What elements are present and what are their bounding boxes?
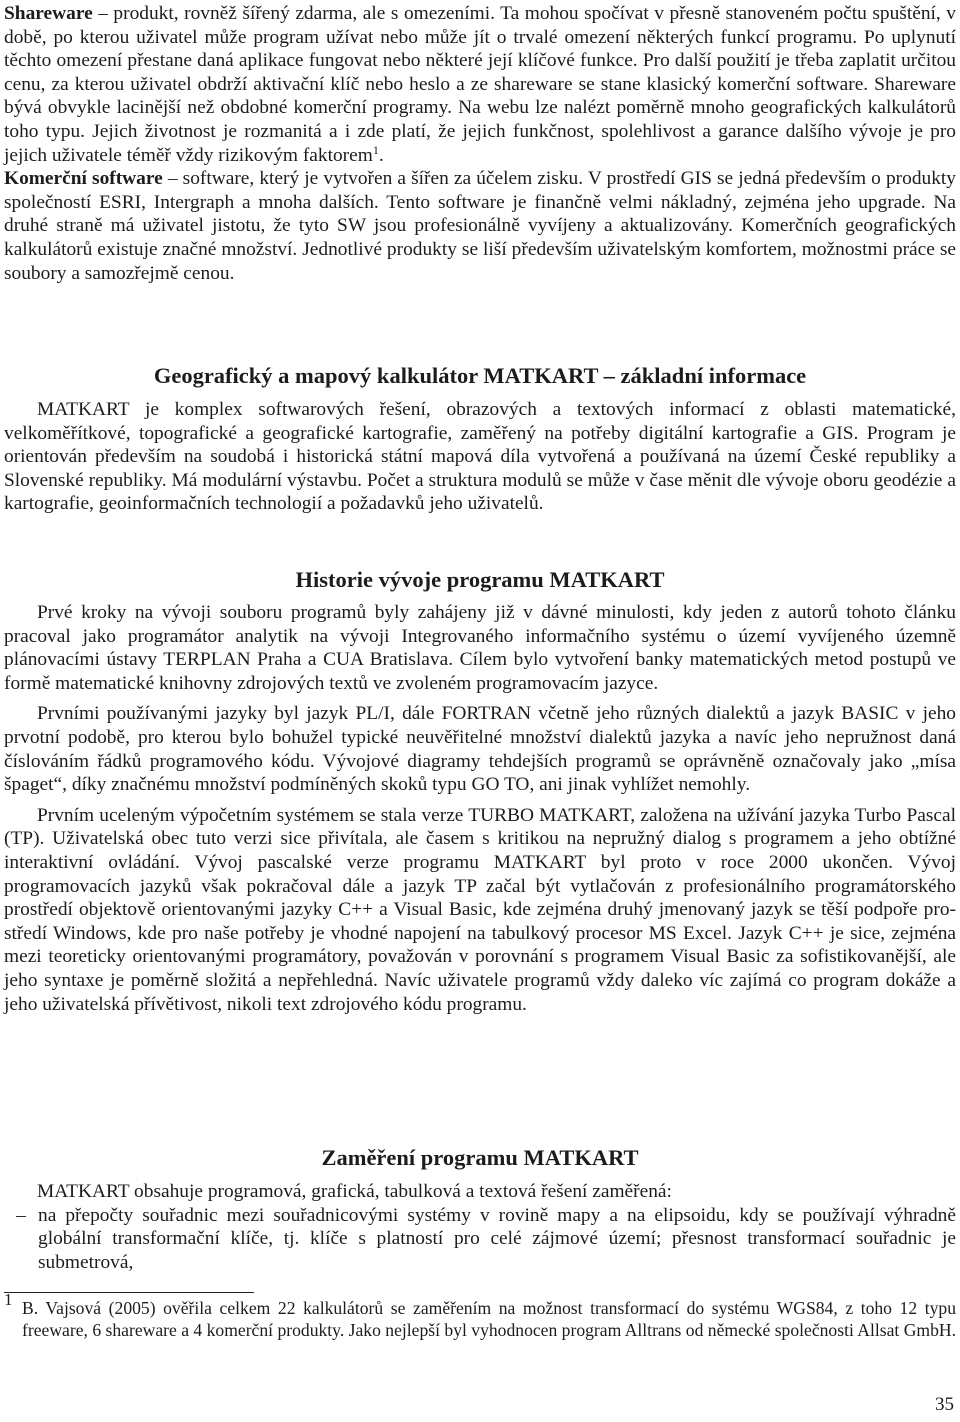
list-item <box>4 1204 956 1275</box>
section3-block <box>4 1180 956 1274</box>
commercial-term: Komerční software <box>4 168 163 190</box>
section-heading-basic-info: Geografický a mapový kalkulátor MATKART – základní informace <box>153 363 807 388</box>
shareware-text: – produkt, rovněž šířený zdarma, ale s omezeními. Ta mohou spočívat v přesně stanoveném počtu spuštění, v době, po kterou uživatel může program užívat nebo může jít o trvalé omezení některých funkcí programu. Po uplynutí těchto omezení přestane daná aplikace fungovat nebo některé její klíčové funkce. Pro další použití je třeba zaplatit určitou cenu, za kterou uživatel obdrží aktivační klíč nebo heslo a ze shareware se stane klasický komerční software. Shareware bývá obvykle lacinější než obdobné komerční programy. Na webu lze nalézt poměrně mnoho geografických kalkulátorů toho typu. Jejich životnost je rozmanitá a i zde platí, že jejich funkčnost, spolehlivost a garance dalšího vývoje je pro jejich uživatele téměř vždy rizikovým faktorem <box>4 3 956 166</box>
section2-block <box>4 601 956 1016</box>
section-heading-history: Historie vývoje programu MATKART <box>295 567 665 592</box>
section1-block <box>4 398 956 516</box>
list-item-text: na přepočty souřadnic mezi souřadnicovými systémy v rovině mapy a na elipsoidu, kdy se používají výhradně globální transformační klíče, tj. klíče s platností pro celé zájmové území; přesnost transformací souřadnic je submetrová, <box>38 1204 956 1273</box>
commercial-paragraph <box>4 167 956 285</box>
history-paragraph-3: Prvním uceleným výpočetním systémem se stala verze TURBO MATKART, založena na užívání jazyka Turbo Pascal (TP). Uživatelská obec tuto verzi sice přivítala, ale časem s kritikou na nepružný dialog s programem a jeho obtížné interaktivní ovládání. Vývoj pascalské verze programu MATKART byl proto v roce 2000 ukončen. Vývoj programovacích jazyků však pokračoval dále a jazyk TP začal být vytlačován z profesionálního programátorského prostředí objektově orientovanými jazyky C++ a Visual Basic, kde zejména druhý jmenovaný jazyk se těší podpoře prostředí Windows, kde pro naše potřeby je vhodné napojení na tabulkový procesor MS Excel. Jazyk C++ je sice, zejména mezi teoreticky orientovanými programátory, považován v porovnání s programem Visual Basic za sofistikovanější, ale jeho syntaxe je poměrně složitá a nepřehledná. Navíc uživatele programů vždy daleko víc zajímá co program dokáže a jeho uživatelská přívětivost, nikoli text zdrojového kódu programu. <box>4 804 956 1015</box>
history-paragraph-2: Prvními používanými jazyky byl jazyk PL/I, dále FORTRAN včetně jeho různých dialektů a jazyk BASIC v jeho prvotní podobě, pro kterou bylo bohužel typické neuvěřitelné množství dialektů jazyka a navíc jeho nepružnost daná číslováním řádků programového kódu. Vývojové diagramy tehdejších programů se oprávněně označovaly jako „mísa špaget“, díky značnému množství podmíněných skoků typu GO TO, ani jinak vyhlížet nemohly. <box>4 703 956 796</box>
footnote-mark: 1 <box>4 1290 13 1309</box>
list-dash: – <box>16 1204 26 1226</box>
shareware-end: . <box>378 144 384 166</box>
history-paragraph-1: Prvé kroky na vývoji souboru programů byly zahájeny již v dávné minulosti, kdy jeden z autorů tohoto článku pracoval jako programátor analytik na vývoji Integrovaného informačního systému o území vyvíjeného územně plánovacími ústavy TERPLAN Praha a CUA Bratislava. Cílem bylo vytvoření banky matematických metod postupů ve formě matematické knihovny zdrojových textů ve zvoleném programovacím jazyce. <box>4 602 956 694</box>
footnote-text: B. Vajsová (2005) ověřila celkem 22 kalkulátorů se zaměřením na možnost transformací do systému WGS84, z toho 12 typu freeware, 6 shareware a 4 komerční produkty. Jako nejlepší byl vyhodnocen program Alltrans od německé společnosti Allsat GmbH. <box>22 1298 956 1340</box>
shareware-term: Shareware <box>4 3 93 24</box>
footnote-divider <box>4 1292 254 1293</box>
page-number: 35 <box>935 1394 954 1415</box>
shareware-paragraph <box>4 2 956 167</box>
focus-intro: MATKART obsahuje programová, grafická, tabulková a textová řešení zaměřená: <box>37 1181 672 1202</box>
section-heading-focus: Zaměření programu MATKART <box>321 1145 639 1170</box>
footnote-reference[interactable]: 1 <box>372 142 379 157</box>
footnote <box>4 1290 956 1341</box>
section1-paragraph: MATKART je komplex softwarových řešení, obrazových a textových informací z oblasti matematické, velkoměřítkové, topografické a geografické kartografie, zaměřený na potřeby digitální kartografie a GIS. Program je orientován především na soudobá i historická státní mapová díla vytvořená a používaná na území České republiky a Slovenské republiky. Má modulární výstavbu. Počet a struktura modulů se může v čase měnit dle vývoje oboru geodézie a kartografie, geoinformačních technologií a požadavků jeho uživatelů. <box>4 399 956 515</box>
commercial-text: – software, který je vytvořen a šířen za účelem zisku. V prostředí GIS se jedná především o produkty společností ESRI, Intergraph a mnoha dalších. Tento software je finančně velmi nákladný, zejména jeho upgrade. Na druhé straně má uživatel jistotu, že tyto SW jsou profesionálně vyvíjeny a aktualizovány. Komerčních geografických kalkulátorů existuje značné množství. Jednotlivé produkty se liší především uživatelským komfortem, možnostmi práce se soubory a samozřejmě cenou. <box>4 168 956 284</box>
intro-block <box>4 2 956 285</box>
